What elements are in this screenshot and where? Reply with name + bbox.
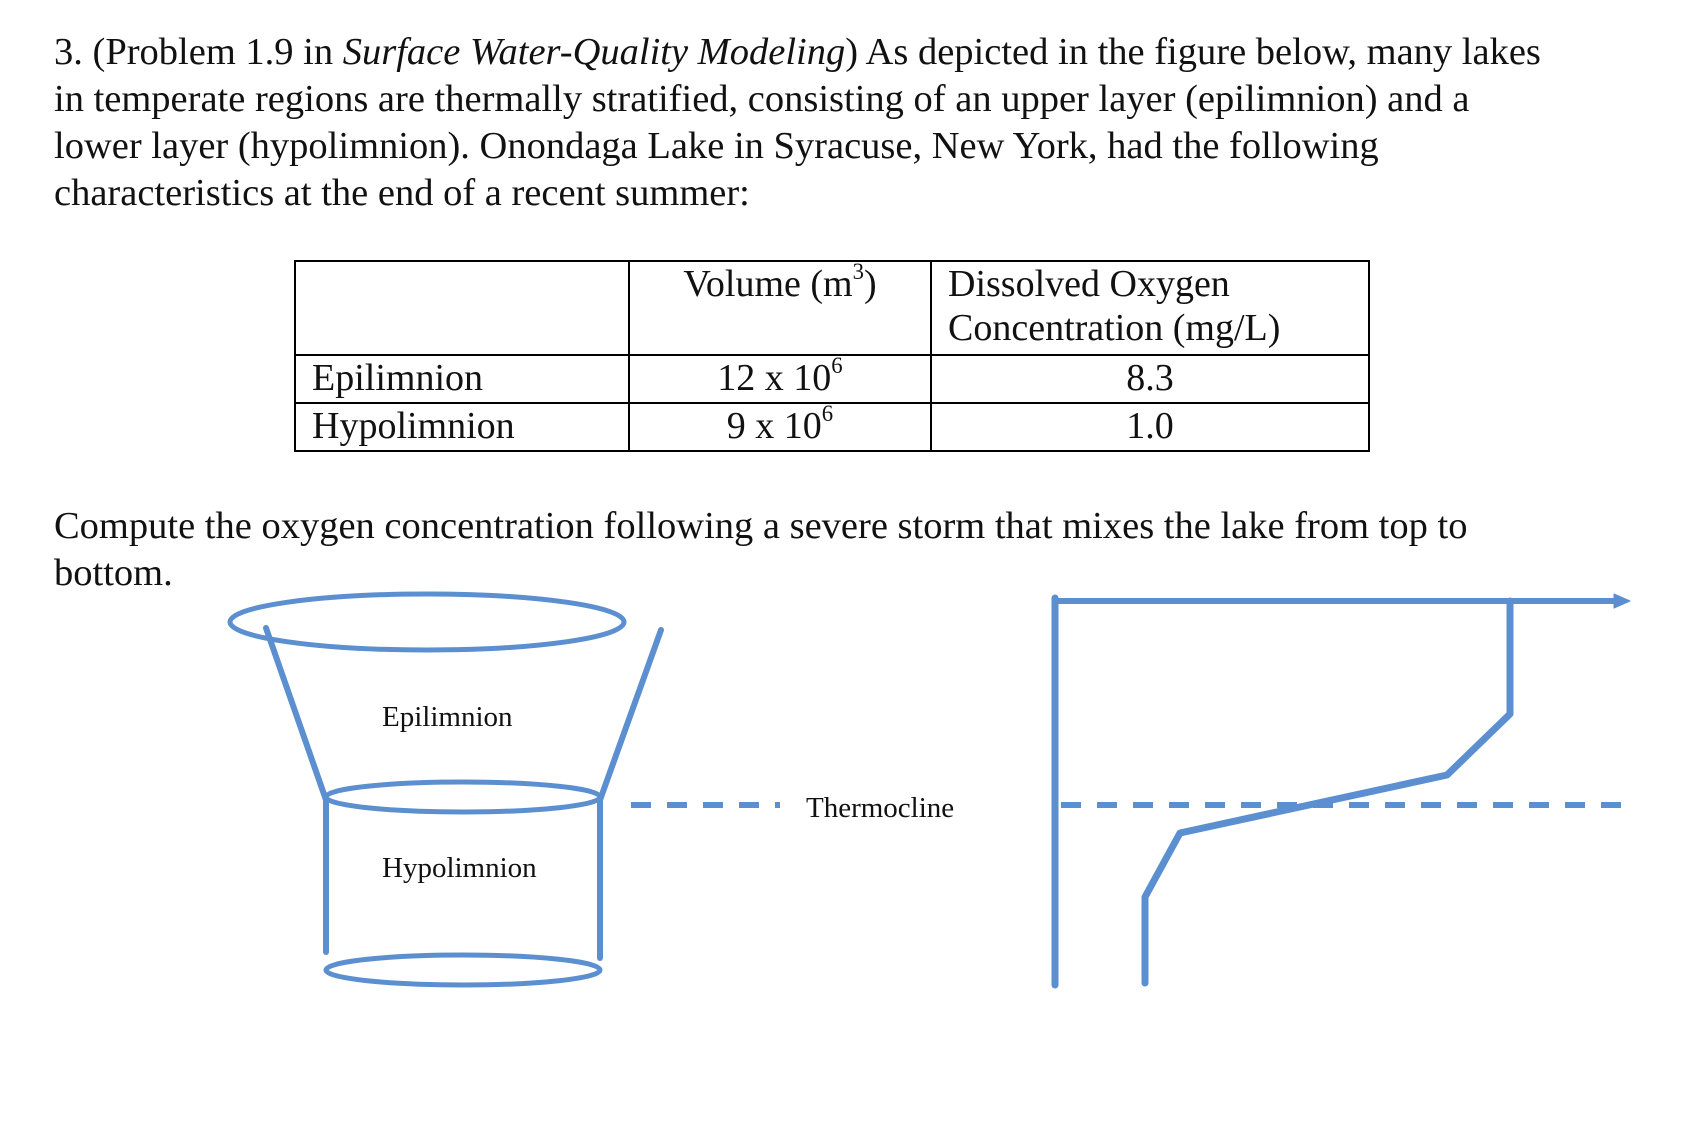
intro-line-4: characteristics at the end of a recent summer:: [54, 172, 750, 214]
lake-vessel-drawing: [230, 594, 661, 985]
table-header-volume: Volume $(m^3)$: [629, 261, 931, 355]
row-label-epilimnion: Epilimnion: [295, 355, 629, 403]
temperature-profile-curve: [1145, 601, 1510, 983]
vessel-bottom: [326, 955, 600, 985]
vessel-top-rim: [230, 594, 624, 650]
hypolimnion-label: Hypolimnion: [382, 852, 537, 884]
hypolimnion-volume: 9 x $10^6$: [629, 403, 931, 451]
epilimnion-oxygen: 8.3: [931, 355, 1369, 403]
temperature-profile-plot: [1055, 594, 1630, 985]
row-label-hypolimnion: Hypolimnion: [295, 403, 629, 451]
epilimnion-volume: 12 x $10^6$: [629, 355, 931, 403]
table-header-oxygen: Dissolved Oxygen Concentration (mg/L): [931, 261, 1369, 355]
epilimnion-label: Epilimnion: [382, 701, 513, 733]
thermocline-label: Thermocline: [806, 792, 955, 824]
question-line-2: bottom.: [54, 552, 173, 594]
arrow-head-icon: [1614, 594, 1630, 608]
vessel-left-slope: [266, 628, 326, 800]
book-title: Surface Water-Quality Modeling: [342, 31, 846, 73]
hypolimnion-oxygen: 1.0: [931, 403, 1369, 451]
intro-line-3: lower layer (hypolimnion). Onondaga Lake in Syracuse, New York, had the following: [54, 125, 1379, 167]
vessel-right-slope: [600, 630, 661, 800]
intro-line-2: in temperate regions are thermally stratified, consisting of an upper layer (epilimnion) and a: [54, 78, 1470, 120]
vessel-thermocline-ellipse: [326, 782, 600, 812]
question-line-1: Compute the oxygen concentration following a severe storm that mixes the lake from top to: [54, 505, 1468, 547]
intro-line-1: 3. (Problem 1.9 in Surface Water-Quality Modeling) As depicted in the figure below, many lakes: [54, 31, 1541, 73]
